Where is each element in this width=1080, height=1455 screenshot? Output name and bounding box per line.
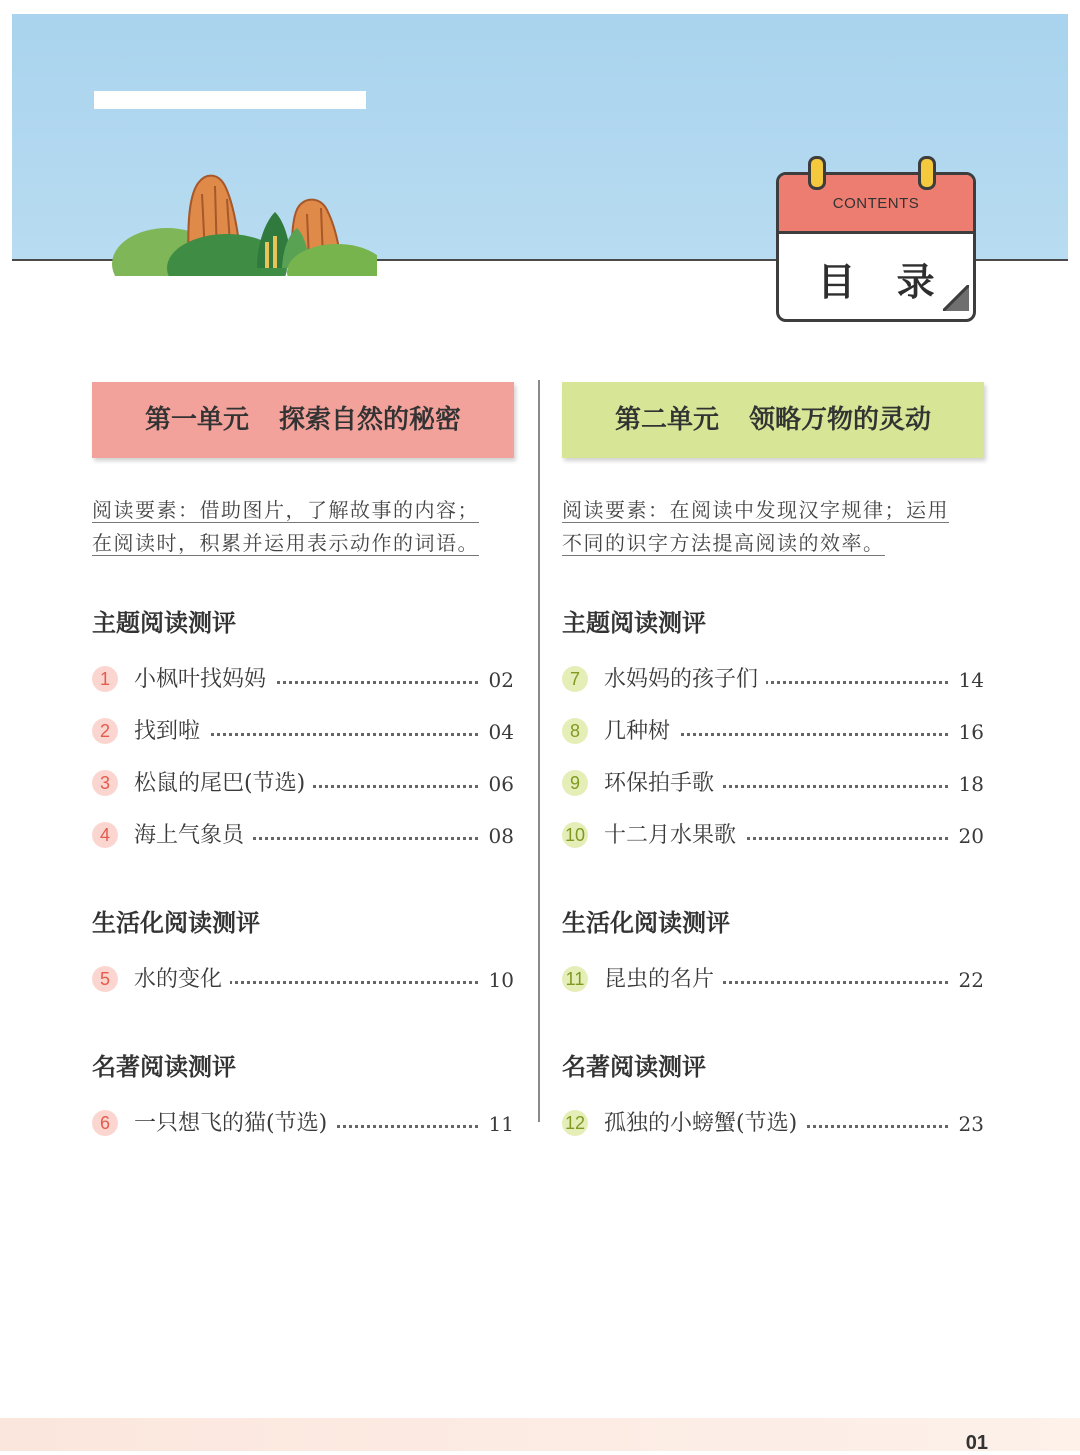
item-page: 20 bbox=[951, 810, 984, 862]
unit-1-heading bbox=[92, 382, 514, 458]
calendar-ring-left-icon bbox=[808, 156, 826, 190]
item-number-badge: 6 bbox=[92, 1110, 118, 1136]
toc-item[interactable] bbox=[562, 706, 984, 758]
item-page: 06 bbox=[481, 758, 514, 810]
toc-item[interactable] bbox=[92, 758, 514, 810]
item-page: 04 bbox=[481, 706, 514, 758]
toc-item[interactable] bbox=[562, 1098, 984, 1150]
unit-2-reading-elements bbox=[562, 494, 984, 560]
unit-1-name: 探索自然的秘密 bbox=[279, 405, 462, 435]
item-number-badge: 12 bbox=[562, 1110, 588, 1136]
elements-line: 不同的识字方法提高阅读的效率。 bbox=[562, 531, 885, 555]
item-number-badge: 1 bbox=[92, 666, 118, 692]
item-page: 22 bbox=[951, 954, 984, 1006]
toc-item[interactable] bbox=[92, 1098, 514, 1150]
toc-item[interactable] bbox=[92, 654, 514, 706]
item-number-badge: 5 bbox=[92, 966, 118, 992]
section-title: 主题阅读测评 bbox=[562, 608, 706, 637]
section-title: 生活化阅读测评 bbox=[92, 908, 260, 937]
item-title: 几种树 bbox=[604, 706, 678, 758]
item-page: 18 bbox=[951, 758, 984, 810]
toc-item[interactable] bbox=[92, 706, 514, 758]
calendar-ring-right-icon bbox=[918, 156, 936, 190]
section-title: 名著阅读测评 bbox=[92, 1052, 236, 1081]
bottom-decor-strip bbox=[0, 1418, 1080, 1451]
item-title: 昆虫的名片 bbox=[604, 954, 722, 1006]
section-title: 名著阅读测评 bbox=[562, 1052, 706, 1081]
item-title: 海上气象员 bbox=[134, 810, 252, 862]
item-number-badge: 9 bbox=[562, 770, 588, 796]
item-number-badge: 10 bbox=[562, 822, 588, 848]
item-title: 水的变化 bbox=[134, 954, 230, 1006]
unit-2-heading bbox=[562, 382, 984, 458]
unit-2-name: 领略万物的灵动 bbox=[749, 405, 932, 435]
banner-title-bar bbox=[94, 91, 366, 109]
unit-2-column bbox=[562, 382, 984, 1150]
contents-label: CONTENTS bbox=[832, 195, 920, 212]
elements-line: 在阅读时，积累并运用表示动作的词语。 bbox=[92, 531, 479, 555]
section-title: 生活化阅读测评 bbox=[562, 908, 730, 937]
item-title: 松鼠的尾巴(节选) bbox=[134, 758, 313, 810]
item-number-badge: 11 bbox=[562, 966, 588, 992]
item-title: 找到啦 bbox=[134, 706, 208, 758]
unit-1-column bbox=[92, 382, 514, 1150]
unit-1-reading-elements bbox=[92, 494, 514, 560]
toc-item[interactable] bbox=[92, 810, 514, 862]
item-number-badge: 3 bbox=[92, 770, 118, 796]
item-page: 08 bbox=[481, 810, 514, 862]
unit-1-number: 第一单元 bbox=[144, 405, 249, 435]
toc-item[interactable] bbox=[562, 810, 984, 862]
page-number: 01 bbox=[965, 1432, 988, 1454]
mountain-landscape-illustration bbox=[107, 164, 377, 276]
item-page: 23 bbox=[951, 1098, 984, 1150]
item-number-badge: 8 bbox=[562, 718, 588, 744]
elements-line: 阅读要素：在阅读中发现汉字规律；运用 bbox=[562, 498, 949, 522]
item-page: 16 bbox=[951, 706, 984, 758]
item-title: 孤独的小螃蟹(节选) bbox=[604, 1098, 805, 1150]
toc-item[interactable] bbox=[562, 954, 984, 1006]
item-number-badge: 2 bbox=[92, 718, 118, 744]
toc-item[interactable] bbox=[562, 654, 984, 706]
item-page: 14 bbox=[951, 654, 984, 706]
item-title: 小枫叶找妈妈 bbox=[134, 654, 274, 706]
item-page: 02 bbox=[481, 654, 514, 706]
toc-item[interactable] bbox=[562, 758, 984, 810]
toc-title: 目 录 bbox=[817, 260, 949, 304]
contents-calendar-badge bbox=[772, 156, 978, 326]
toc-item[interactable] bbox=[92, 954, 514, 1006]
item-title: 水妈妈的孩子们 bbox=[604, 654, 766, 706]
elements-line: 阅读要素：借助图片，了解故事的内容； bbox=[92, 498, 479, 522]
item-title: 一只想飞的猫(节选) bbox=[134, 1098, 335, 1150]
item-number-badge: 4 bbox=[92, 822, 118, 848]
item-page: 11 bbox=[481, 1098, 514, 1150]
item-title: 环保拍手歌 bbox=[604, 758, 722, 810]
page-curl-icon bbox=[943, 285, 969, 311]
item-page: 10 bbox=[481, 954, 514, 1006]
item-title: 十二月水果歌 bbox=[604, 810, 744, 862]
item-number-badge: 7 bbox=[562, 666, 588, 692]
unit-2-number: 第二单元 bbox=[614, 405, 719, 435]
section-title: 主题阅读测评 bbox=[92, 608, 236, 637]
column-divider bbox=[538, 380, 540, 1122]
calendar-body bbox=[776, 172, 976, 322]
